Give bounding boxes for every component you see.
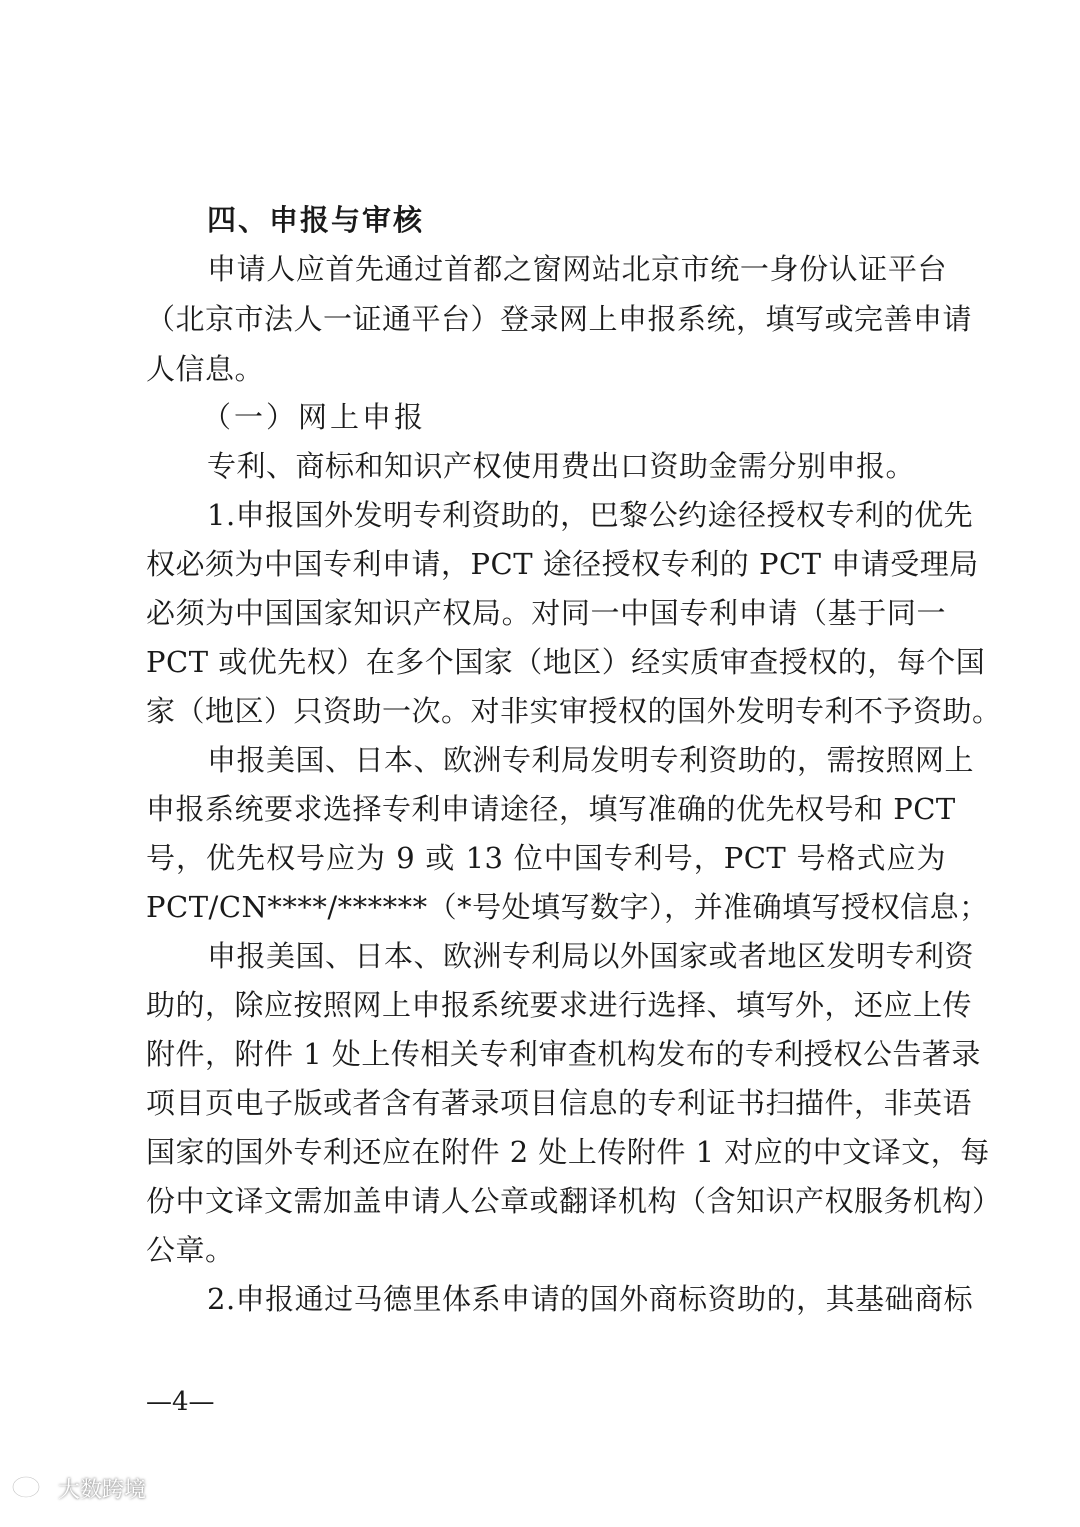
- paragraph-line: 2.申报通过马德里体系申请的国外商标资助的，其基础商标: [207, 1282, 974, 1316]
- paragraph-line: 人信息。: [146, 352, 265, 386]
- paragraph-line: 必须为中国国家知识产权局。对同一中国专利申请（基于同一: [146, 596, 946, 630]
- paragraph-line: 份中文译文需加盖申请人公章或翻译机构（含知识产权服务机构）: [146, 1184, 1002, 1218]
- paragraph-line: 项目页电子版或者含有著录项目信息的专利证书扫描件，非英语: [146, 1086, 973, 1120]
- paragraph-line: 申报美国、日本、欧洲专利局发明专利资助的，需按照网上: [207, 743, 975, 777]
- page-number: —4—: [146, 1387, 215, 1417]
- section-heading: 四、申报与审核: [207, 203, 425, 237]
- paragraph-line: 国家的国外专利还应在附件 2 处上传附件 1 对应的中文译文，每: [146, 1135, 990, 1169]
- paragraph-line: 专利、商标和知识产权使用费出口资助金需分别申报。: [207, 449, 916, 483]
- paragraph-line: 申报系统要求选择专利申请途径，填写准确的优先权号和 PCT: [146, 792, 956, 826]
- watermark: [10, 1468, 146, 1508]
- paragraph-line: 号，优先权号应为 9 或 13 位中国专利号，PCT 号格式应为: [146, 841, 946, 875]
- paragraph-line: 权必须为中国专利申请，PCT 途径授权专利的 PCT 申请受理局: [146, 547, 979, 581]
- subsection-heading: （一）网上申报: [202, 400, 427, 434]
- chat-bubble-icon: [10, 1473, 50, 1503]
- paragraph-line: 家（地区）只资助一次。对非实审授权的国外发明专利不予资助。: [146, 694, 1002, 728]
- paragraph-line: PCT 或优先权）在多个国家（地区）经实质审查授权的，每个国: [146, 645, 986, 679]
- paragraph-line: 公章。: [146, 1233, 235, 1267]
- paragraph-line: PCT/CN****/******（*号处填写数字），并准确填写授权信息；: [146, 890, 989, 924]
- paragraph-line: （北京市法人一证通平台）登录网上申报系统，填写或完善申请: [146, 302, 973, 336]
- paragraph-line: 附件，附件 1 处上传相关专利审查机构发布的专利授权公告著录: [146, 1037, 981, 1071]
- paragraph-line: 申报美国、日本、欧洲专利局以外国家或者地区发明专利资: [207, 939, 975, 973]
- paragraph-line: 申请人应首先通过首都之窗网站北京市统一身份认证平台: [207, 252, 947, 286]
- watermark-text: 大数跨境: [58, 1477, 147, 1503]
- paragraph-line: 1.申报国外发明专利资助的，巴黎公约途径授权专利的优先: [207, 498, 974, 532]
- paragraph-line: 助的，除应按照网上申报系统要求进行选择、填写外，还应上传: [146, 988, 973, 1022]
